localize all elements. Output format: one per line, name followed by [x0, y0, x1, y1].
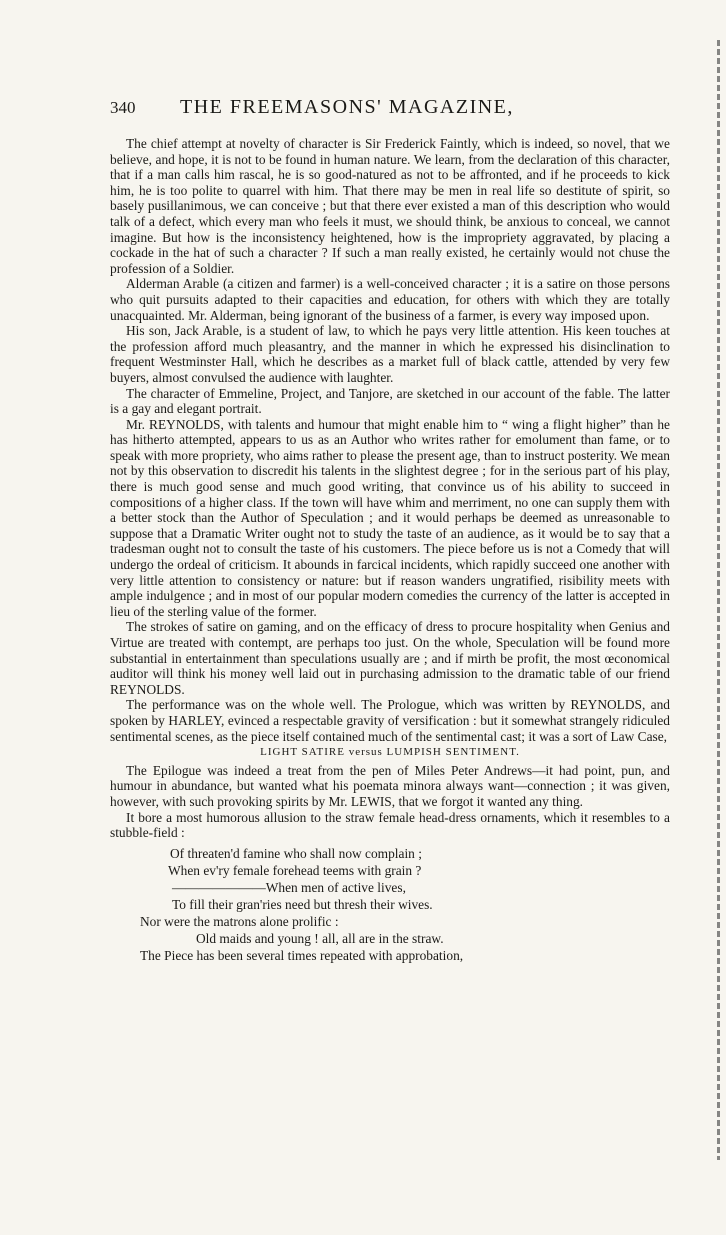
running-header — [110, 96, 670, 130]
verse-line: Old maids and young ! all, all are in the straw. — [196, 930, 444, 946]
paragraph: It bore a most humorous allusion to the straw female head-dress ornaments, which it resembles to a stubble-field : — [110, 809, 670, 841]
verse-line: To fill their gran'ries need but thresh their wives. — [172, 896, 433, 912]
paragraph: Alderman Arable (a citizen and farmer) is a well-conceived character ; it is a satire on those persons who quit pursuits adapted to their capacities and education, for others with which they are totally unacquainted. Mr. Alderman, being ignorant of the business of a farmer, is every way imposed upon. — [110, 276, 670, 323]
centered-line: LIGHT SATIRE versus LUMPISH SENTIMENT. — [260, 746, 520, 759]
paragraph: The performance was on the whole well. The Prologue, which was written by REYNOLDS, and spoken by HARLEY, evinced a respectable gravity of versification : but it somewhat strangely ridiculed sentimental scenes, as the piece itself contained much of the sentimental cast; it was a sort of Law Case, — [110, 697, 670, 744]
verse-line: Of threaten'd famine who shall now complain ; — [170, 845, 422, 861]
page-edge-shadow — [717, 40, 720, 1160]
paragraph: Mr. REYNOLDS, with talents and humour that might enable him to “ wing a flight higher” than he has hitherto attempted, appears to us as an Author who writes rather for emolument than fame, or to speak with more propriety, who aims rather to please the present age, than to instruct posterity. We mean not by this observation to discredit his talents in the slightest degree ; for in the serious part of his play, there is much good sense and much good writing, that convince us of his ability to succeed in compositions of a higher class. If the town will have whim and merriment, no one can supply them with a better stock than the Author of Speculation ; and it would perhaps be deemed as unreasonable to suppose that a Dramatic Writer ought not to study the taste of an audience, as it would be to say that a tradesman ought not to consult the taste of his customers. The piece before us is not a Comedy that will undergo the ordeal of criticism. It abounds in farcical incidents, which rapidly succeed one another with very little attention to consistency or nature: but if reason wanders ungratified, risibility meets with ample indulgence ; and in most of our popular modern comedies the currency of the latter is accepted in lieu of the sterling value of the former. — [110, 416, 670, 619]
verse-line: Nor were the matrons alone prolific : — [140, 913, 339, 929]
paragraph: The chief attempt at novelty of character is Sir Frederick Faintly, which is indeed, so novel, that we believe, and hope, it is not to be found in human nature. We learn, from the declaration of this character, that if a man calls him rascal, he is so good-natured as not to be affronted, and if he proceeds to kick him, he is too polite to quarrel with him. That there may be men in real life so destitute of spirit, so basely pusillanimous, we can conceive ; but that there ever existed a man of this description who would talk of a defect, which every man who feels it must, we should think, be anxious to conceal, we cannot imagine. But how is the inconsistency heightened, how is the impropriety aggravated, by placing a cockade in the hat of such a character ? If such a man really existed, he certainly would not chuse the profession of a Soldier. — [110, 136, 670, 276]
running-title: THE FREEMASONS' MAGAZINE, — [180, 96, 514, 118]
paragraph: The strokes of satire on gaming, and on the efficacy of dress to procure hospitality when Genius and Virtue are treated with contempt, are perhaps too just. On the whole, Speculation will be found more substantial in entertainment than speculations usually are ; and if mirth be profit, the most œconomical auditor will think his money well laid out in purchasing admission to the dramatic table of our friend REYNOLDS. — [110, 619, 670, 697]
page-number: 340 — [110, 98, 136, 117]
paragraph: His son, Jack Arable, is a student of law, to which he pays very little attention. His keen touches at the profession afford much pleasantry, and the manner in which he expressed his disinclination to frequent Westminster Hall, which he describes as a market full of black cattle, attended by very few buyers, almost convulsed the audience with laughter. — [110, 323, 670, 385]
page — [110, 96, 670, 964]
verse-block — [110, 845, 670, 964]
article-body — [110, 136, 670, 841]
verse-line: ———————When men of active lives, — [172, 879, 406, 895]
verse-line: When ev'ry female forehead teems with grain ? — [168, 862, 422, 878]
paragraph: The Epilogue was indeed a treat from the pen of Miles Peter Andrews—it had point, pun, and humour in abundance, but wanted what his poemata minora always want—connection ; it was given, however, with such provoking spirits by Mr. LEWIS, that we forgot it wanted any thing. — [110, 762, 670, 809]
paragraph: The character of Emmeline, Project, and Tanjore, are sketched in our account of the fable. The latter is a gay and elegant portrait. — [110, 385, 670, 417]
closing-line: The Piece has been several times repeated with approbation, — [140, 947, 464, 963]
